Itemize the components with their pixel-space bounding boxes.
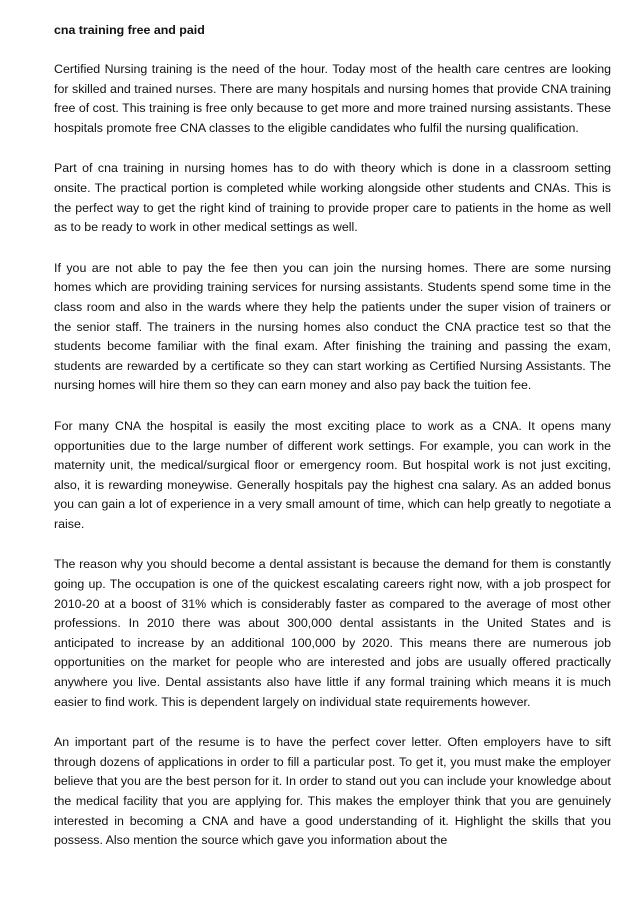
paragraph-3: If you are not able to pay the fee then you can join the nursing homes. There are some nursing homes which are providing training services for nursing assistants. Students spend some time in the class room and also in the wards where they help the patients under the super vision of trainers or the senior staff. The trainers in the nursing homes also conduct the CNA practice test so that the students become familiar with the final exam. After finishing the training and passing the exam, students are rewarded by a certificate so they can start working as Certified Nursing Assistants. The nursing homes will hire them so they can earn money and also pay back the tuition fee. — [54, 260, 611, 393]
paragraph-4: For many CNA the hospital is easily the most exciting place to work as a CNA. It opens many opportunities due to the large number of different work settings. For example, you can work in the maternity unit, the medical/surgical floor or emergency room. But hospital work is not just exciting, also, it is rewarding moneywise. Generally hospitals pay the highest cna salary. As an added bonus you can gain a lot of experience in a very small amount of time, which can help greatly to negotiate a raise. — [54, 418, 611, 531]
document-page — [54, 21, 611, 872]
paragraph-1: Certified Nursing training is the need of the hour. Today most of the health care centres are looking for skilled and trained nurses. There are many hospitals and nursing homes that provide CNA training free of cost. This training is free only because to get more and more trained nursing assistants. These hospitals promote free CNA classes to the eligible candidates who fulfil the nursing qualification. — [54, 62, 611, 135]
paragraph-2: Part of cna training in nursing homes has to do with theory which is done in a classroom setting onsite. The practical portion is completed while working alongside other students and CNAs. This is the perfect way to get the right kind of training to provide proper care to patients in the home as well as to be ready to work in other medical settings as well. — [54, 161, 611, 235]
paragraph-5: The reason why you should become a dental assistant is because the demand for them is constantly going up. The occupation is one of the quickest escalating careers right now, with a job prospect for 2010-20 at a boost of 31% which is considerably faster as compared to the average of most other professions. In 2010 there was about 300,000 dental assistants in the United States and is anticipated to increase by an additional 100,000 by 2020. This means there are numerous job opportunities on the market for people who are interested and jobs are usually offered practically anywhere you live. Dental assistants also have little if any formal training which means it is much easier to find work. This is dependent largely on individual state requirements however. — [54, 557, 611, 709]
document-title: cna training free and paid — [54, 23, 205, 37]
paragraph-6: An important part of the resume is to have the perfect cover letter. Often employers have to sift through dozens of applications in order to fill a particular post. To get it, you must make the employer believe that you are the best person for it. In order to stand out you can include your knowledge about the medical facility that you are applying for. This makes the employer think that you are genuinely interested in becoming a CNA and have a good understanding of it. Highlight the skills that you possess. Also mention the source which gave you information about the — [54, 735, 611, 848]
